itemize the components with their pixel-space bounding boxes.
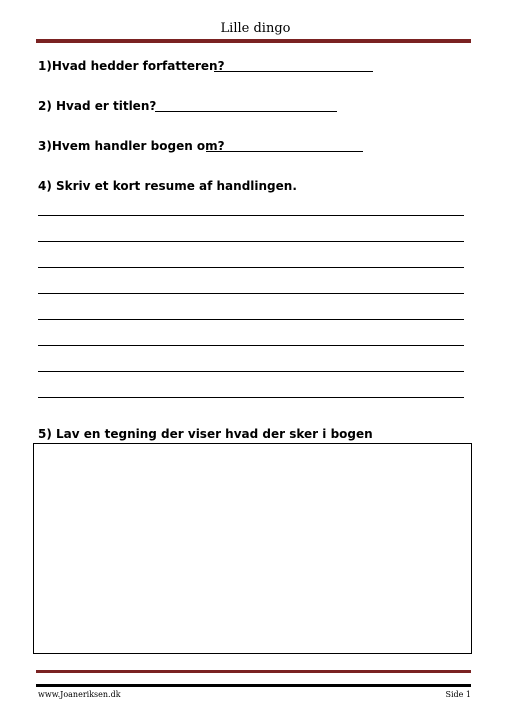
- question-2: 2) Hvad er titlen?: [38, 99, 157, 113]
- answer-line[interactable]: [38, 215, 464, 216]
- question-4: 4) Skriv et kort resume af handlingen.: [38, 179, 297, 193]
- question-3: 3)Hvem handler bogen om?: [38, 139, 225, 153]
- footer-rule-bottom: [36, 684, 471, 687]
- answer-line[interactable]: [38, 397, 464, 398]
- answer-line[interactable]: [38, 345, 464, 346]
- footer-rule-top: [36, 670, 471, 673]
- answer-line[interactable]: [38, 241, 464, 242]
- footer-page-number: Side 1: [445, 690, 471, 699]
- footer-website: www.Joaneriksen.dk: [38, 690, 121, 699]
- question-5: 5) Lav en tegning der viser hvad der sker i bogen: [38, 427, 373, 441]
- header-rule: [36, 39, 471, 43]
- drawing-box[interactable]: [33, 443, 472, 654]
- answer-line[interactable]: [38, 267, 464, 268]
- answer-blank-2[interactable]: [155, 111, 337, 112]
- page-title: Lille dingo: [220, 21, 291, 36]
- answer-blank-1[interactable]: [214, 71, 373, 72]
- answer-line[interactable]: [38, 319, 464, 320]
- answer-blank-3[interactable]: [206, 151, 363, 152]
- question-1: 1)Hvad hedder forfatteren?: [38, 59, 225, 73]
- answer-line[interactable]: [38, 371, 464, 372]
- answer-line[interactable]: [38, 293, 464, 294]
